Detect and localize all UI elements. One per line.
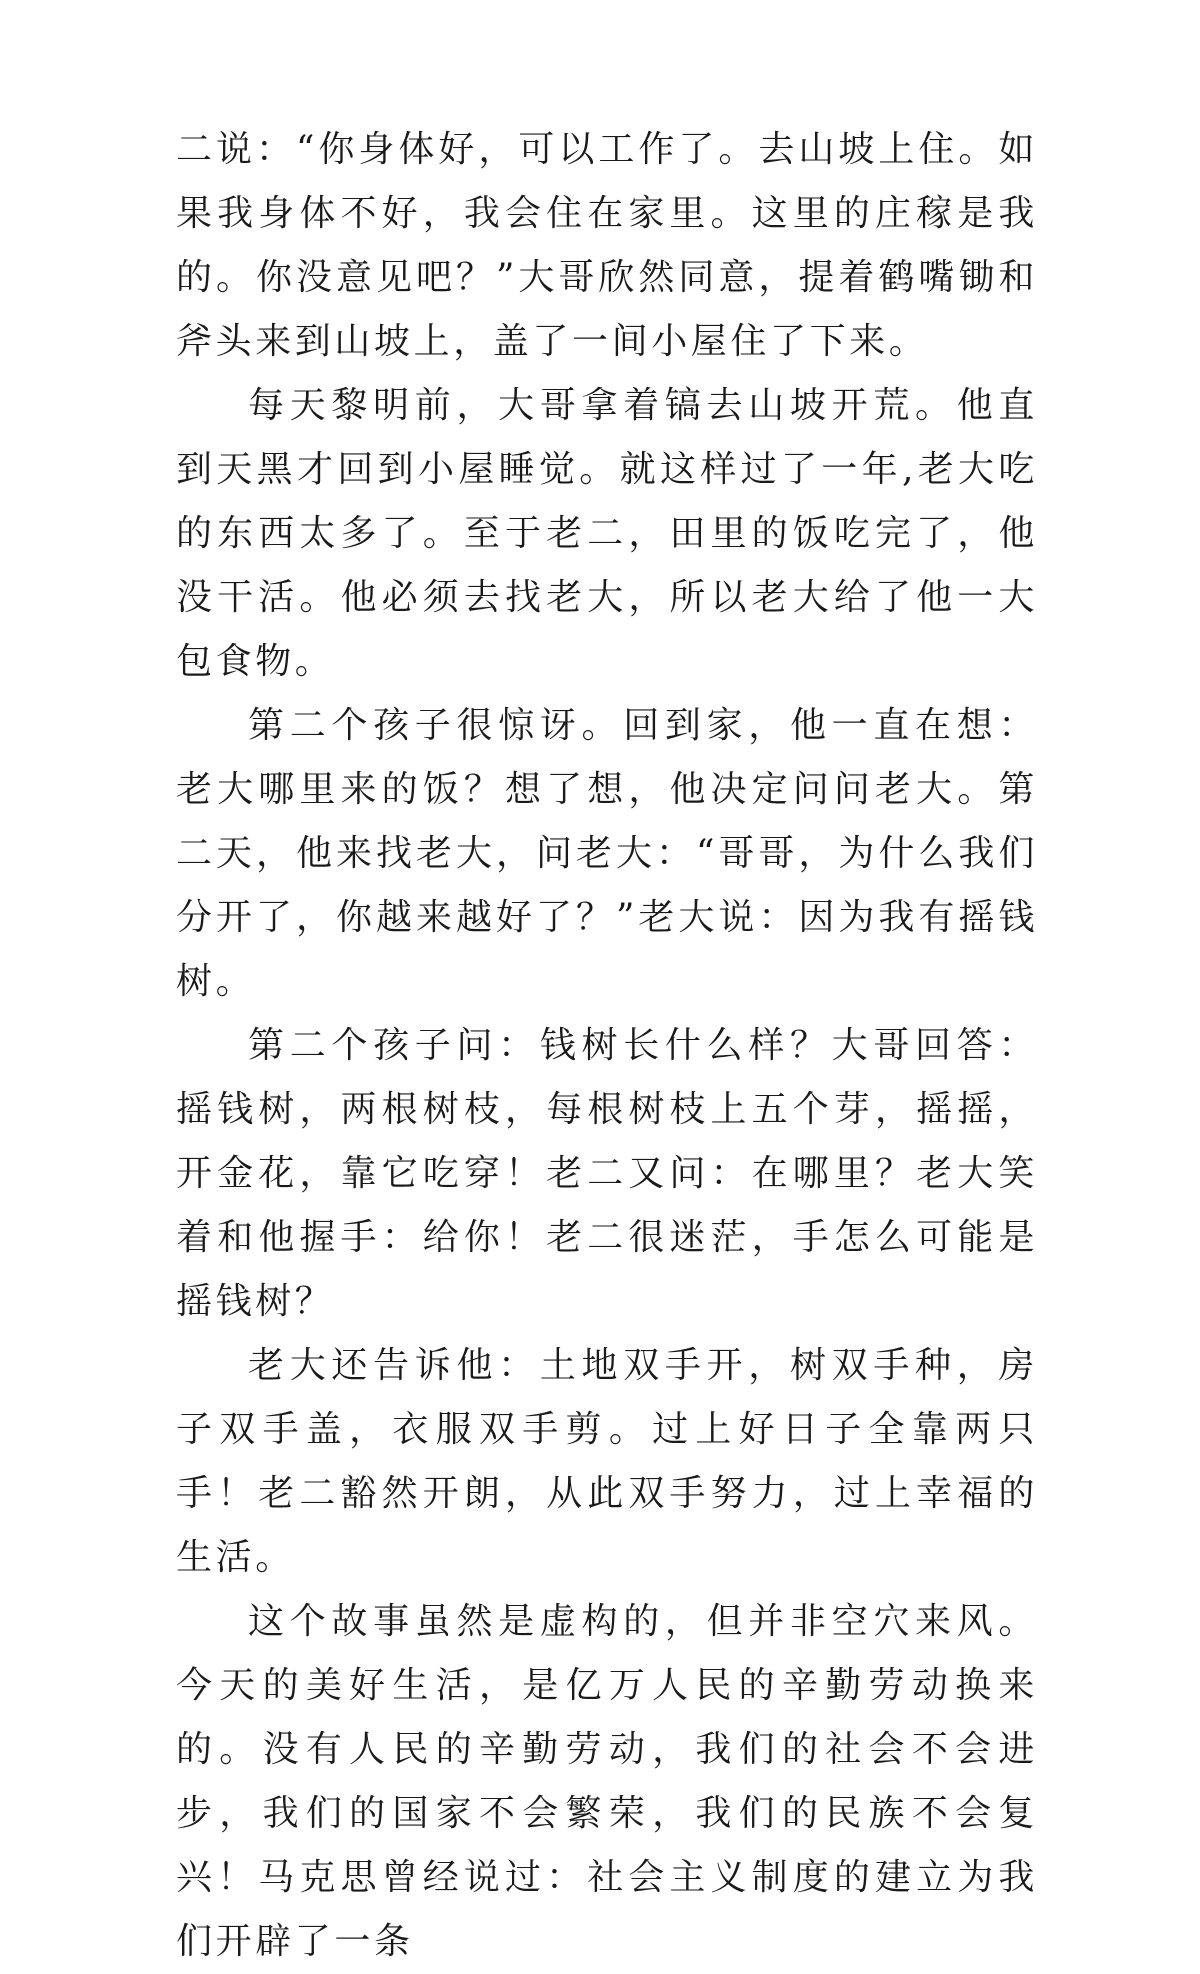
paragraph-1: 二说：“你身体好，可以工作了。去山坡上住。如果我身体不好，我会住在家里。这里的庄稼是我的。你没意见吧？”大哥欣然同意，提着鹤嘴锄和斧头来到山坡上，盖了一间小屋住了下来。 <box>176 129 1038 362</box>
paragraph-2: 每天黎明前，大哥拿着镐去山坡开荒。他直到天黑才回到小屋睡觉。就这样过了一年,老大吃的东西太多了。至于老二，田里的饭吃完了，他没干活。他必须去找老大，所以老大给了他一大包食物。 <box>176 385 1038 682</box>
paragraph-5: 老大还告诉他：土地双手开，树双手种，房子双手盖，衣服双手剪。过上好日子全靠两只手！老二豁然开朗，从此双手努力，过上幸福的生活。 <box>176 1345 1038 1578</box>
paragraph-6: 这个故事虽然是虚构的，但并非空穴来风。今天的美好生活，是亿万人民的辛勤劳动换来的。没有人民的辛勤劳动，我们的社会不会进步，我们的国家不会繁荣，我们的民族不会复兴！马克思曾经说过：社会主义制度的建立为我们开辟了一条 <box>176 1601 1038 1962</box>
body-text <box>176 118 1038 1974</box>
paragraph-3: 第二个孩子很惊讶。回到家，他一直在想：老大哪里来的饭？想了想，他决定问问老大。第二天，他来找老大，问老大：“哥哥，为什么我们分开了，你越来越好了？”老大说：因为我有摇钱树。 <box>176 705 1038 1002</box>
paragraph-4: 第二个孩子问：钱树长什么样？大哥回答：摇钱树，两根树枝，每根树枝上五个芽，摇摇，开金花，靠它吃穿！老二又问：在哪里？老大笑着和他握手：给你！老二很迷茫，手怎么可能是摇钱树？ <box>176 1025 1038 1322</box>
